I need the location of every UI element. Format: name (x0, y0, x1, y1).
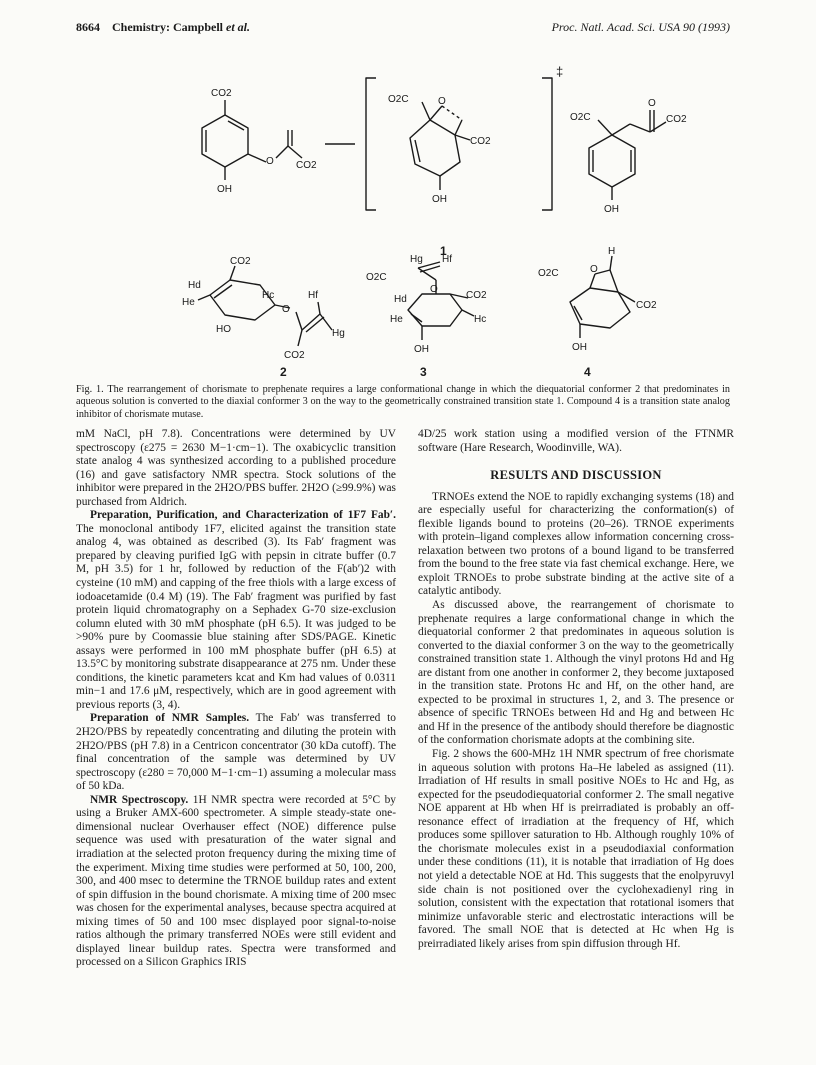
paragraph-nmr-samples (76, 712, 396, 793)
compound-number-3: 3 (420, 365, 427, 379)
label-o-4: O (590, 264, 598, 275)
label-o2c-ts: O2C (388, 94, 409, 105)
paragraph-trnoe-intro: TRNOEs extend the NOE to rapidly exchanging systems (18) and are especially useful for characterizing the conformation(s) of flexible ligands bound to proteins (20–26). TRNOE experiments with protein–ligand complexes allow information concerning cross-relaxation between two protons of a bound ligand to be transferred from the bound to the free state via fast chemical exchange. Here, we exploit TRNOEs to probe substrate binding at the active site of a catalytic antibody. (418, 490, 734, 598)
subheading-nmr-spectroscopy: NMR Spectroscopy. (90, 793, 189, 806)
label-h-4: H (608, 246, 616, 257)
label-ho-2: HO (216, 324, 231, 335)
label-o2c-3: O2C (366, 272, 387, 283)
label-co2-chorismate: CO2 (211, 88, 232, 99)
label-oh-prephenate: OH (604, 204, 619, 215)
label-oh-3: OH (414, 344, 429, 355)
label-hc-2: Hc (262, 290, 275, 301)
text-nmr-spectroscopy: 1H NMR spectra were recorded at 5°C by using a Bruker AMX-600 spectrometer. A simple steady-state one-dimensional nuclear Overhauser effect (NOE) difference pulse sequence was used with presaturation of the water signal and irradiation at the selected proton frequency during the mixing time of the experiment. Mixing time studies were performed at 50, 100, 200, 300, and 400 msec to determine the TRNOE buildup rates and extent of spin diffusion in the bound chorismate. A mixing time of 200 msec was chosen for the experimental analyses, because spectra acquired at mixing times of 50 and 100 msec displayed poor signal-to-noise ratios although the primary transferred NOEs were still evident and displayed linear buildup rates. Spectra were transformed and processed on a Silicon Graphics IRIS (76, 793, 396, 969)
label-co2-4: CO2 (636, 300, 657, 311)
chorismate-structure (202, 100, 302, 180)
running-title-etal: et al. (226, 20, 250, 34)
transition-state-1-structure (410, 102, 470, 190)
label-hf-2: Hf (308, 290, 318, 301)
label-o-chorismate: O (266, 156, 274, 167)
running-title: Chemistry: Campbell (112, 20, 223, 34)
right-column (418, 428, 734, 951)
journal-citation: Proc. Natl. Acad. Sci. USA 90 (1993) (551, 20, 730, 34)
label-oh-4: OH (572, 342, 587, 353)
prephenate-structure (589, 110, 666, 200)
running-header-left (76, 20, 250, 35)
figure-caption (76, 384, 730, 421)
figure-caption-text: The rearrangement of chorismate to prephenate requires a large conformational change in which the diequatorial conformer 2 that predominates in aqueous solution is converted to the diaxial conformer 3 on the way to the geometrically constrained transition state 1. Compound 4 is a transition state analog inhibitor of chorismate mutase. (76, 384, 730, 420)
subheading-nmr-samples: Preparation of NMR Samples. (90, 712, 250, 725)
label-hf-3: Hf (442, 254, 452, 265)
paragraph-workstation: 4D/25 work station using a modified version of the FTNMR software (Hare Research, Woodinville, WA). (418, 428, 734, 454)
label-co2-3: CO2 (466, 290, 487, 301)
subheading-fab-preparation: Preparation, Purification, and Characterization of 1F7 Fab′. (90, 509, 396, 522)
label-he-2: He (182, 297, 195, 308)
page-number: 8664 (76, 20, 100, 34)
label-co2-prephenate: CO2 (666, 114, 687, 125)
label-o-prephenate: O (648, 98, 656, 109)
label-co2-ts: CO2 (470, 136, 491, 147)
label-co2-2b: CO2 (284, 350, 305, 361)
compound-number-1: 1 (440, 244, 447, 258)
paragraph-fab-preparation (76, 509, 396, 712)
dagger-symbol: ‡ (556, 64, 564, 79)
label-o-2: O (282, 304, 290, 315)
label-hd-3: Hd (394, 294, 407, 305)
label-o2c-4: O2C (538, 268, 559, 279)
figure-1-structures (70, 40, 750, 380)
compound-number-2: 2 (280, 365, 287, 379)
label-o-ts: O (438, 96, 446, 107)
label-hg-2: Hg (332, 328, 345, 339)
compound-4-structure (570, 256, 635, 338)
text-fab-preparation: The monoclonal antibody 1F7, elicited against the transition state analog 4, was obtained as described (3). Its Fab′ fragment was prepared by cleaving purified IgG with pepsin in citrate buffer (0.7 M, pH 3.5) for 1 hr, followed by reduction of the F(ab′)2 with cysteine (10 mM) and capping of the free thiols with a large excess of iodoacetamide (0.4 M) (19). The Fab′ fragment was purified by fast protein liquid chromatography on a Sephadex G-70 size-exclusion column eluted with 30 mM phosphate (pH 6.5). It was judged to be >90% pure by Coomassie blue staining after SDS/PAGE. Kinetic assays were performed in 100 mM phosphate buffer (pH 6.5) at 13.5°C by monitoring substrate disappearance at 275 nm. Under these conditions, the kinetic parameters kcat and Km had values of 0.0311 min−1 and 17.6 μM, respectively, which are in good agreement with previous reports (3, 4). (76, 522, 396, 711)
figure-caption-label: Fig. 1. (76, 384, 104, 395)
label-hc-3: Hc (474, 314, 487, 325)
section-title-results: RESULTS AND DISCUSSION (490, 468, 662, 483)
label-oh-chorismate: OH (217, 184, 232, 195)
label-oh-ts: OH (432, 194, 447, 205)
label-hg-3: Hg (410, 254, 423, 265)
label-co2-2: CO2 (230, 256, 251, 267)
paragraph-nmr-spectroscopy (76, 794, 396, 970)
paragraph-conformational-change: As discussed above, the rearrangement of chorismate to prephenate requires a large conformational change in which the diequatorial conformer 2 that predominates in aqueous solution is converted to the diaxial conformer 3 on the way to the geometrically constrained transition state 1. Although the vinyl protons Hd and Hg are distant from one another in conformer 2, they become juxtaposed in the transition state. Protons Hc and Hf, on the other hand, are expected to be proximal in structures 1, 2, and 3. The presence or absence of specific TRNOEs between Hd and Hg and between Hc and Hf in the presence of the antibody should therefore be diagnostic of the conformation chorismate adopts at the combining site. (418, 599, 734, 747)
label-co2-pyruvyl: CO2 (296, 160, 317, 171)
paragraph-concentrations: mM NaCl, pH 7.8). Concentrations were determined by UV spectroscopy (ε275 = 2630 M−1·cm−1). The oxabicyclic transition state analog 4 was synthesized according to a published procedure (16) and gave satisfactory NMR spectra. Stock solutions of the inhibitor were prepared in the 2H2O/PBS buffer. 2H2O (≥99.9%) was purchased from Aldrich. (76, 428, 396, 508)
label-o2c-prephenate: O2C (570, 112, 591, 123)
compound-3-structure (408, 262, 474, 340)
text-nmr-samples: The Fab′ was transferred to 2H2O/PBS by repeatedly concentrating and diluting the protein with 2H2O/PBS (pH 7.8) in a Centricon concentrator (30 kDa cutoff). The final concentration of the sample was determined by UV spectroscopy (ε280 = 70,000 M−1·cm−1) assuming a molecular mass of 50 kDa. (76, 712, 396, 793)
label-o-3: O (430, 284, 438, 295)
label-hd-2: Hd (188, 280, 201, 291)
label-he-3: He (390, 314, 403, 325)
left-column (76, 428, 396, 970)
paragraph-nmr-spectrum: Fig. 2 shows the 600-MHz 1H NMR spectrum of free chorismate in aqueous solution with protons Ha–He labeled as assigned (11). Irradiation of Hf results in small positive NOEs to Hc and Hg, as expected for the pseudodiequatorial conformer 2. The small negative NOE apparent at Hb when Hf is preirradiated is probably an off-resonance effect of irradiation at the frequency of Hf, which produces some spillover saturation to Hb. Although roughly 10% of the chorismate molecules exist in a pseudodiaxial conformation under these conditions (11), it is notable that irradiation of Hg does not yield a detectable NOE at Hd. This suggests that the enolpyruvyl side chain is not positioned over the cyclohexadienyl ring in solution, consistent with the expectation that rotational isomers that minimize unfavorable steric and electrostatic interactions will be favored. The small NOE that is detected at Hc when Hg is preirradiated likely arises from spin diffusion through Hf. (418, 748, 734, 950)
compound-number-4: 4 (584, 365, 591, 379)
